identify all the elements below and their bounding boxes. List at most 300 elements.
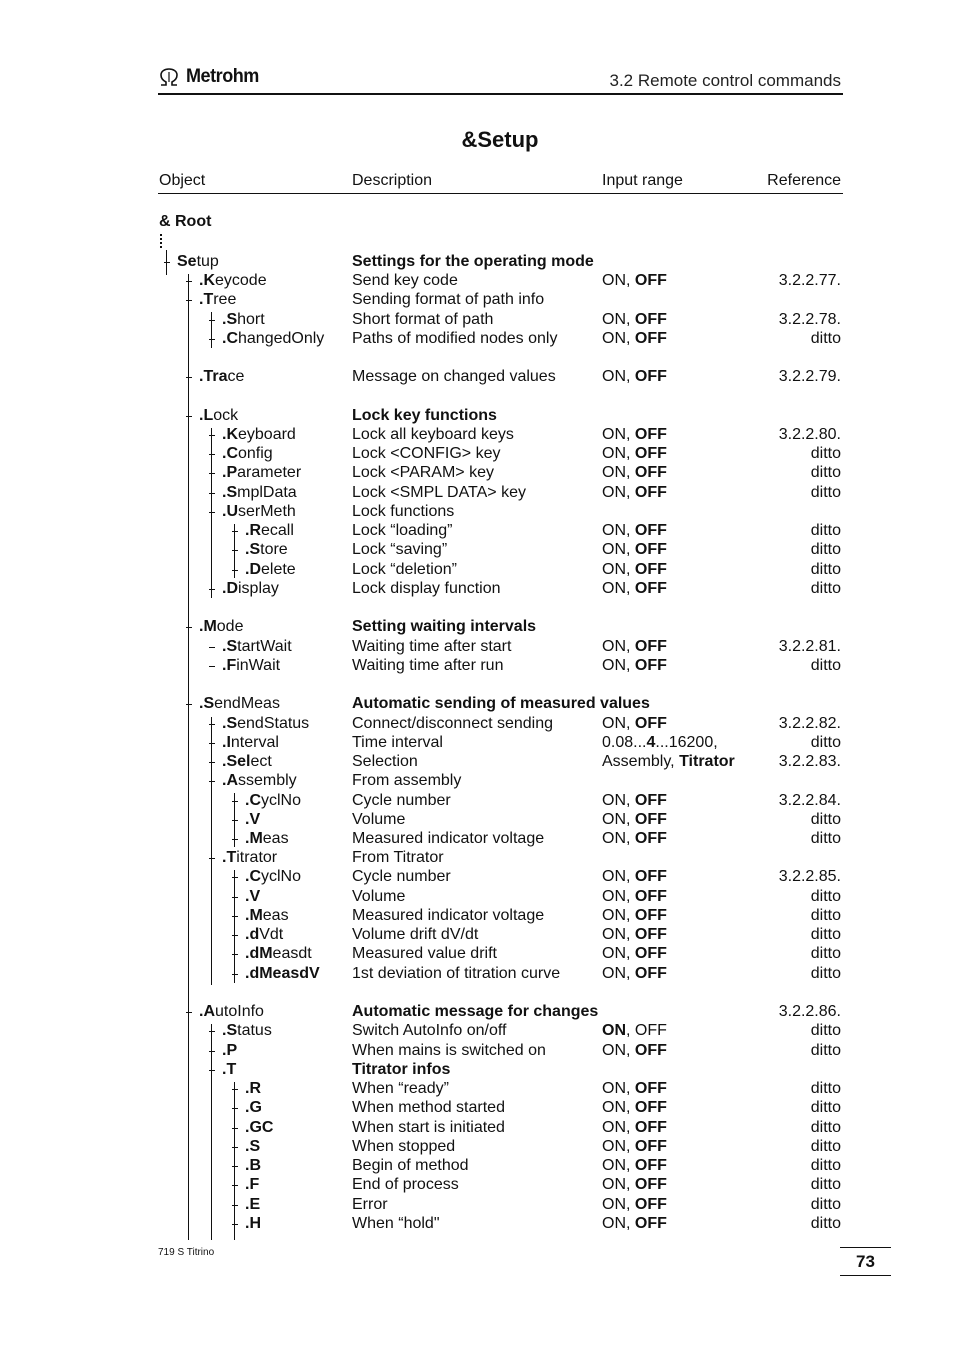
- object-key: .S: [222, 1022, 238, 1039]
- table-row: [0, 271, 954, 290]
- description: Lock <PARAM> key: [352, 464, 494, 481]
- input-text: ON,: [602, 561, 635, 578]
- input-default: OFF: [634, 811, 667, 828]
- description: Volume: [352, 811, 406, 828]
- object-name: [245, 1098, 262, 1117]
- object-key: .F: [222, 657, 237, 674]
- tree-connector: [232, 1185, 238, 1186]
- input-text: ON,: [602, 830, 635, 847]
- table-row: [0, 829, 954, 848]
- input-default: OFF: [634, 1157, 667, 1174]
- input-range: [602, 791, 667, 810]
- input-range: [602, 944, 667, 963]
- table-row: [0, 444, 954, 463]
- object-name: [245, 867, 301, 886]
- header-rule: [158, 93, 843, 95]
- description: Lock <CONFIG> key: [352, 445, 501, 462]
- object-key: .R: [245, 1080, 261, 1097]
- reference: ditto: [810, 1099, 841, 1116]
- tree-connector: [209, 858, 215, 859]
- object-name: [222, 463, 301, 482]
- brand-name: Metrohm: [186, 66, 259, 87]
- input-text: ON,: [602, 522, 635, 539]
- page-title: &Setup: [461, 127, 539, 152]
- object-name: [245, 964, 320, 983]
- tree-line: [234, 524, 235, 578]
- input-text: ON,: [602, 1176, 635, 1193]
- input-text: ON,: [602, 1138, 635, 1155]
- description: Begin of method: [352, 1157, 469, 1174]
- object-name: [177, 252, 219, 271]
- input-text: ON,: [602, 945, 635, 962]
- tree-connector: [232, 820, 238, 821]
- input-text: ON,: [602, 580, 635, 597]
- input-text: ON,: [602, 1157, 635, 1174]
- object-name: [245, 1195, 260, 1214]
- table-row: [0, 310, 954, 329]
- object-rest: endMeas: [214, 695, 280, 712]
- tree-connector: [232, 1224, 238, 1225]
- col-reference: Reference: [767, 172, 841, 189]
- description: Automatic message for changes: [352, 1003, 599, 1020]
- input-range: [602, 521, 667, 540]
- object-rest: tore: [260, 541, 288, 558]
- object-name: [245, 560, 296, 579]
- object-rest: elete: [261, 561, 296, 578]
- input-range: [602, 1021, 667, 1040]
- description: When “hold": [352, 1215, 440, 1232]
- description: Automatic sending of measured values: [352, 695, 650, 712]
- object-key: Se: [177, 253, 197, 270]
- input-default: OFF: [634, 311, 667, 328]
- input-text: ON,: [602, 888, 635, 905]
- reference: 3.2.2.81.: [778, 638, 841, 655]
- input-text: 0.08...: [602, 734, 647, 751]
- reference: ditto: [810, 1022, 841, 1039]
- description: Error: [352, 1196, 388, 1213]
- metrohm-omega-icon: [158, 68, 180, 86]
- table-row: [0, 944, 954, 963]
- input-text: ON,: [602, 638, 635, 655]
- description: Lock display function: [352, 580, 501, 597]
- object-rest: Vdt: [259, 926, 284, 943]
- object-name: [245, 1079, 261, 1098]
- object-name: [245, 521, 294, 540]
- input-default: OFF: [634, 426, 667, 443]
- object-name: [245, 1175, 259, 1194]
- object-rest: tup: [196, 253, 219, 270]
- description: Cycle number: [352, 792, 451, 809]
- tree-connector: [232, 550, 238, 551]
- input-text: ON,: [602, 1099, 635, 1116]
- tree-connector: [209, 512, 215, 513]
- input-default: OFF: [634, 1196, 667, 1213]
- object-name: [222, 1060, 236, 1079]
- input-text: ON,: [602, 464, 635, 481]
- tree-connector: [232, 877, 238, 878]
- input-default: Titrator: [679, 753, 735, 770]
- tree-connector: [209, 339, 215, 340]
- description: Lock key functions: [352, 407, 497, 424]
- root-node: & Root: [159, 213, 212, 230]
- table-row: [0, 906, 954, 925]
- tree-connector: [209, 473, 215, 474]
- description: Measured indicator voltage: [352, 907, 545, 924]
- input-default: OFF: [634, 445, 667, 462]
- reference: 3.2.2.77.: [778, 272, 841, 289]
- table-row: [0, 964, 954, 983]
- description: Connect/disconnect sending: [352, 715, 554, 732]
- table-row: [0, 1175, 954, 1194]
- reference: ditto: [810, 1176, 841, 1193]
- table-row: [0, 463, 954, 482]
- object-rest: easdt: [272, 945, 312, 962]
- object-name: [222, 425, 296, 444]
- table-row: [0, 406, 954, 425]
- reference: 3.2.2.85.: [778, 868, 841, 885]
- input-text: ON,: [602, 1080, 635, 1097]
- tree-connector: [164, 262, 170, 263]
- tree-connector: [232, 801, 238, 802]
- object-name: [222, 329, 324, 348]
- input-default: OFF: [634, 541, 667, 558]
- input-text: ON,: [602, 907, 635, 924]
- input-range: [602, 810, 667, 829]
- tree-connector: [232, 1147, 238, 1148]
- object-key: .dM: [245, 945, 273, 962]
- input-text: ON,: [602, 484, 635, 501]
- reference: 3.2.2.86.: [778, 1003, 841, 1020]
- input-default: 4: [646, 734, 656, 751]
- object-key: .A: [222, 772, 238, 789]
- footer-rule-top: [840, 1247, 891, 1248]
- table-row: [0, 425, 954, 444]
- object-key: .L: [199, 407, 214, 424]
- input-range: [602, 367, 667, 386]
- input-default: OFF: [634, 1042, 667, 1059]
- table-row: [0, 714, 954, 733]
- table-row: [0, 771, 954, 790]
- tree-line: [211, 1024, 212, 1240]
- input-text: ON,: [602, 868, 635, 885]
- table-row: [0, 579, 954, 598]
- reference: ditto: [810, 734, 841, 751]
- reference: ditto: [810, 1157, 841, 1174]
- table-row: [0, 521, 954, 540]
- object-rest: eas: [262, 907, 289, 924]
- description: Lock “saving”: [352, 541, 448, 558]
- object-name: [199, 271, 267, 290]
- input-text: , OFF: [626, 1022, 667, 1039]
- input-range: [602, 656, 667, 675]
- reference: ditto: [810, 541, 841, 558]
- tree-connector: [209, 1031, 215, 1032]
- input-text: ON,: [602, 330, 635, 347]
- input-default: OFF: [634, 715, 667, 732]
- reference: ditto: [810, 907, 841, 924]
- object-key: .Sel: [222, 753, 251, 770]
- description: Time interval: [352, 734, 443, 751]
- object-name: [222, 1041, 237, 1060]
- page-number: 73: [856, 1252, 875, 1271]
- description: Message on changed values: [352, 368, 556, 385]
- object-key: .T: [199, 291, 214, 308]
- table-row: [0, 560, 954, 579]
- input-default: OFF: [634, 580, 667, 597]
- reference: ditto: [810, 464, 841, 481]
- reference: ditto: [810, 965, 841, 982]
- table-row: [0, 1021, 954, 1040]
- input-text: ON,: [602, 311, 635, 328]
- input-text: ON,: [602, 368, 635, 385]
- object-rest: hangedOnly: [238, 330, 325, 347]
- input-default: OFF: [634, 638, 667, 655]
- object-key: .P: [222, 1042, 238, 1059]
- description: Lock functions: [352, 503, 455, 520]
- tree-line: [188, 274, 189, 1240]
- input-range: [602, 752, 735, 771]
- input-range: [602, 1214, 667, 1233]
- input-text: ON,: [602, 272, 635, 289]
- object-name: [245, 1137, 260, 1156]
- table-row: [0, 1098, 954, 1117]
- object-name: [222, 656, 280, 675]
- object-key: .S: [245, 1138, 261, 1155]
- object-name: [222, 310, 265, 329]
- object-key: .V: [245, 888, 261, 905]
- tree-connector: [209, 589, 215, 590]
- table-row: [0, 1118, 954, 1137]
- reference: ditto: [810, 484, 841, 501]
- object-name: [199, 367, 244, 386]
- input-range: [602, 1041, 667, 1060]
- tree-connector: [209, 743, 215, 744]
- object-key: .A: [199, 1003, 215, 1020]
- table-row: [0, 656, 954, 675]
- tree-connector: [186, 300, 192, 301]
- table-row: [0, 252, 954, 271]
- object-rest: ecall: [261, 522, 294, 539]
- table-row: [0, 925, 954, 944]
- object-name: [199, 406, 238, 425]
- input-default: OFF: [634, 272, 667, 289]
- object-key: .T: [222, 849, 237, 866]
- object-rest: isplay: [238, 580, 279, 597]
- object-key: .M: [245, 830, 263, 847]
- object-key: .T: [222, 1061, 237, 1078]
- table-row: [0, 617, 954, 636]
- object-key: .F: [245, 1176, 260, 1193]
- column-rule: [158, 193, 843, 194]
- object-key: .C: [245, 792, 261, 809]
- reference: ditto: [810, 445, 841, 462]
- object-rest: ode: [216, 618, 244, 635]
- input-default: OFF: [634, 830, 667, 847]
- object-rest: itrator: [236, 849, 278, 866]
- table-row: [0, 1214, 954, 1233]
- reference: 3.2.2.79.: [778, 368, 841, 385]
- tree-connector: [186, 704, 192, 705]
- object-name: [222, 771, 297, 790]
- input-default: OFF: [634, 522, 667, 539]
- input-text: ON,: [602, 965, 635, 982]
- object-key: .P: [222, 464, 238, 481]
- object-rest: tartWait: [237, 638, 292, 655]
- input-default: OFF: [634, 561, 667, 578]
- input-default: ON: [602, 1022, 626, 1039]
- table-row: [0, 540, 954, 559]
- tree-connector: [232, 531, 238, 532]
- object-rest: nterval: [230, 734, 279, 751]
- input-range: [602, 444, 667, 463]
- object-rest: ssembly: [238, 772, 297, 789]
- object-rest: utoInfo: [215, 1003, 264, 1020]
- object-rest: serMeth: [238, 503, 296, 520]
- table-row: [0, 791, 954, 810]
- input-text: ON,: [602, 445, 635, 462]
- description: Setting waiting intervals: [352, 618, 537, 635]
- reference: ditto: [810, 1080, 841, 1097]
- input-range: [602, 1137, 667, 1156]
- reference: 3.2.2.82.: [778, 715, 841, 732]
- input-text: ON,: [602, 426, 635, 443]
- description: Switch AutoInfo on/off: [352, 1022, 507, 1039]
- description: When stopped: [352, 1138, 456, 1155]
- tree-connector: [232, 1089, 238, 1090]
- reference: ditto: [810, 945, 841, 962]
- description: When mains is switched on: [352, 1042, 546, 1059]
- table-row: [0, 733, 954, 752]
- input-default: OFF: [634, 1176, 667, 1193]
- input-text: ON,: [602, 1196, 635, 1213]
- object-key: .G: [245, 1099, 262, 1116]
- description: Sending format of path info: [352, 291, 545, 308]
- table-row: [0, 637, 954, 656]
- reference: ditto: [810, 1119, 841, 1136]
- description: Volume: [352, 888, 406, 905]
- input-range: [602, 637, 667, 656]
- tree-connector: [232, 916, 238, 917]
- tree-connector: [209, 781, 215, 782]
- table-row: [0, 694, 954, 713]
- input-text: ON,: [602, 541, 635, 558]
- input-range: [602, 1079, 667, 1098]
- object-rest: ce: [227, 368, 245, 385]
- description: Waiting time after run: [352, 657, 504, 674]
- input-range: [602, 1118, 667, 1137]
- input-default: OFF: [634, 464, 667, 481]
- reference: ditto: [810, 580, 841, 597]
- object-key: .V: [245, 811, 261, 828]
- tree-connector: [186, 377, 192, 378]
- object-key: .C: [222, 330, 238, 347]
- object-name: [245, 540, 288, 559]
- tree-connector: [186, 627, 192, 628]
- object-key: .GC: [245, 1119, 274, 1136]
- object-key: .R: [245, 522, 261, 539]
- table-row: [0, 367, 954, 386]
- description: 1st deviation of titration curve: [352, 965, 561, 982]
- col-input-range: Input range: [602, 172, 683, 189]
- input-range: [602, 887, 667, 906]
- object-key: .M: [245, 907, 263, 924]
- object-key: .I: [222, 734, 231, 751]
- object-name: [245, 829, 289, 848]
- object-key: .dMeasdV: [245, 965, 320, 982]
- input-range: [602, 867, 667, 886]
- input-default: OFF: [634, 1215, 667, 1232]
- object-key: .M: [199, 618, 217, 635]
- description: Lock “loading”: [352, 522, 453, 539]
- input-text: ON,: [602, 1042, 635, 1059]
- object-rest: inWait: [236, 657, 281, 674]
- description: Send key code: [352, 272, 458, 289]
- tree-connector: [232, 1108, 238, 1109]
- input-range: [602, 540, 667, 559]
- input-default: OFF: [634, 1138, 667, 1155]
- input-default: OFF: [634, 945, 667, 962]
- input-range: [602, 425, 667, 444]
- reference: 3.2.2.84.: [778, 792, 841, 809]
- object-key: .C: [245, 868, 261, 885]
- object-name: [199, 290, 236, 309]
- object-name: [199, 617, 243, 636]
- input-text: Assembly,: [602, 753, 680, 770]
- object-key: .C: [222, 445, 238, 462]
- object-key: .D: [222, 580, 238, 597]
- tree-connector: [232, 839, 238, 840]
- col-object: Object: [159, 172, 206, 189]
- description: From assembly: [352, 772, 462, 789]
- object-rest: eycode: [215, 272, 267, 289]
- input-default: OFF: [634, 907, 667, 924]
- object-name: [245, 906, 289, 925]
- tree-connector: [209, 1070, 215, 1071]
- input-text: ON,: [602, 811, 635, 828]
- object-key: .E: [245, 1196, 261, 1213]
- object-name: [199, 694, 280, 713]
- object-name: [245, 791, 301, 810]
- input-default: OFF: [634, 965, 667, 982]
- object-name: [222, 502, 296, 521]
- object-name: [222, 579, 279, 598]
- reference: ditto: [810, 830, 841, 847]
- table-row: [0, 1041, 954, 1060]
- description: Selection: [352, 753, 418, 770]
- description: Settings for the operating mode: [352, 253, 594, 270]
- tree-connector: [232, 1205, 238, 1206]
- tree-connector: [232, 1128, 238, 1129]
- table-row: [0, 867, 954, 886]
- tree-connector: [209, 666, 215, 667]
- reference: ditto: [810, 657, 841, 674]
- object-rest: mplData: [237, 484, 297, 501]
- input-range: [602, 1195, 667, 1214]
- input-text-tail: ...16200,: [655, 734, 718, 751]
- description: Waiting time after start: [352, 638, 512, 655]
- object-rest: hort: [237, 311, 265, 328]
- object-name: [222, 714, 309, 733]
- table-row: [0, 887, 954, 906]
- object-name: [245, 810, 260, 829]
- input-default: OFF: [634, 1099, 667, 1116]
- table-row: [0, 1156, 954, 1175]
- object-name: [245, 1118, 273, 1137]
- table-row: [0, 752, 954, 771]
- col-description: Description: [352, 172, 433, 189]
- object-key: .H: [245, 1215, 261, 1232]
- tree-connector: [209, 762, 215, 763]
